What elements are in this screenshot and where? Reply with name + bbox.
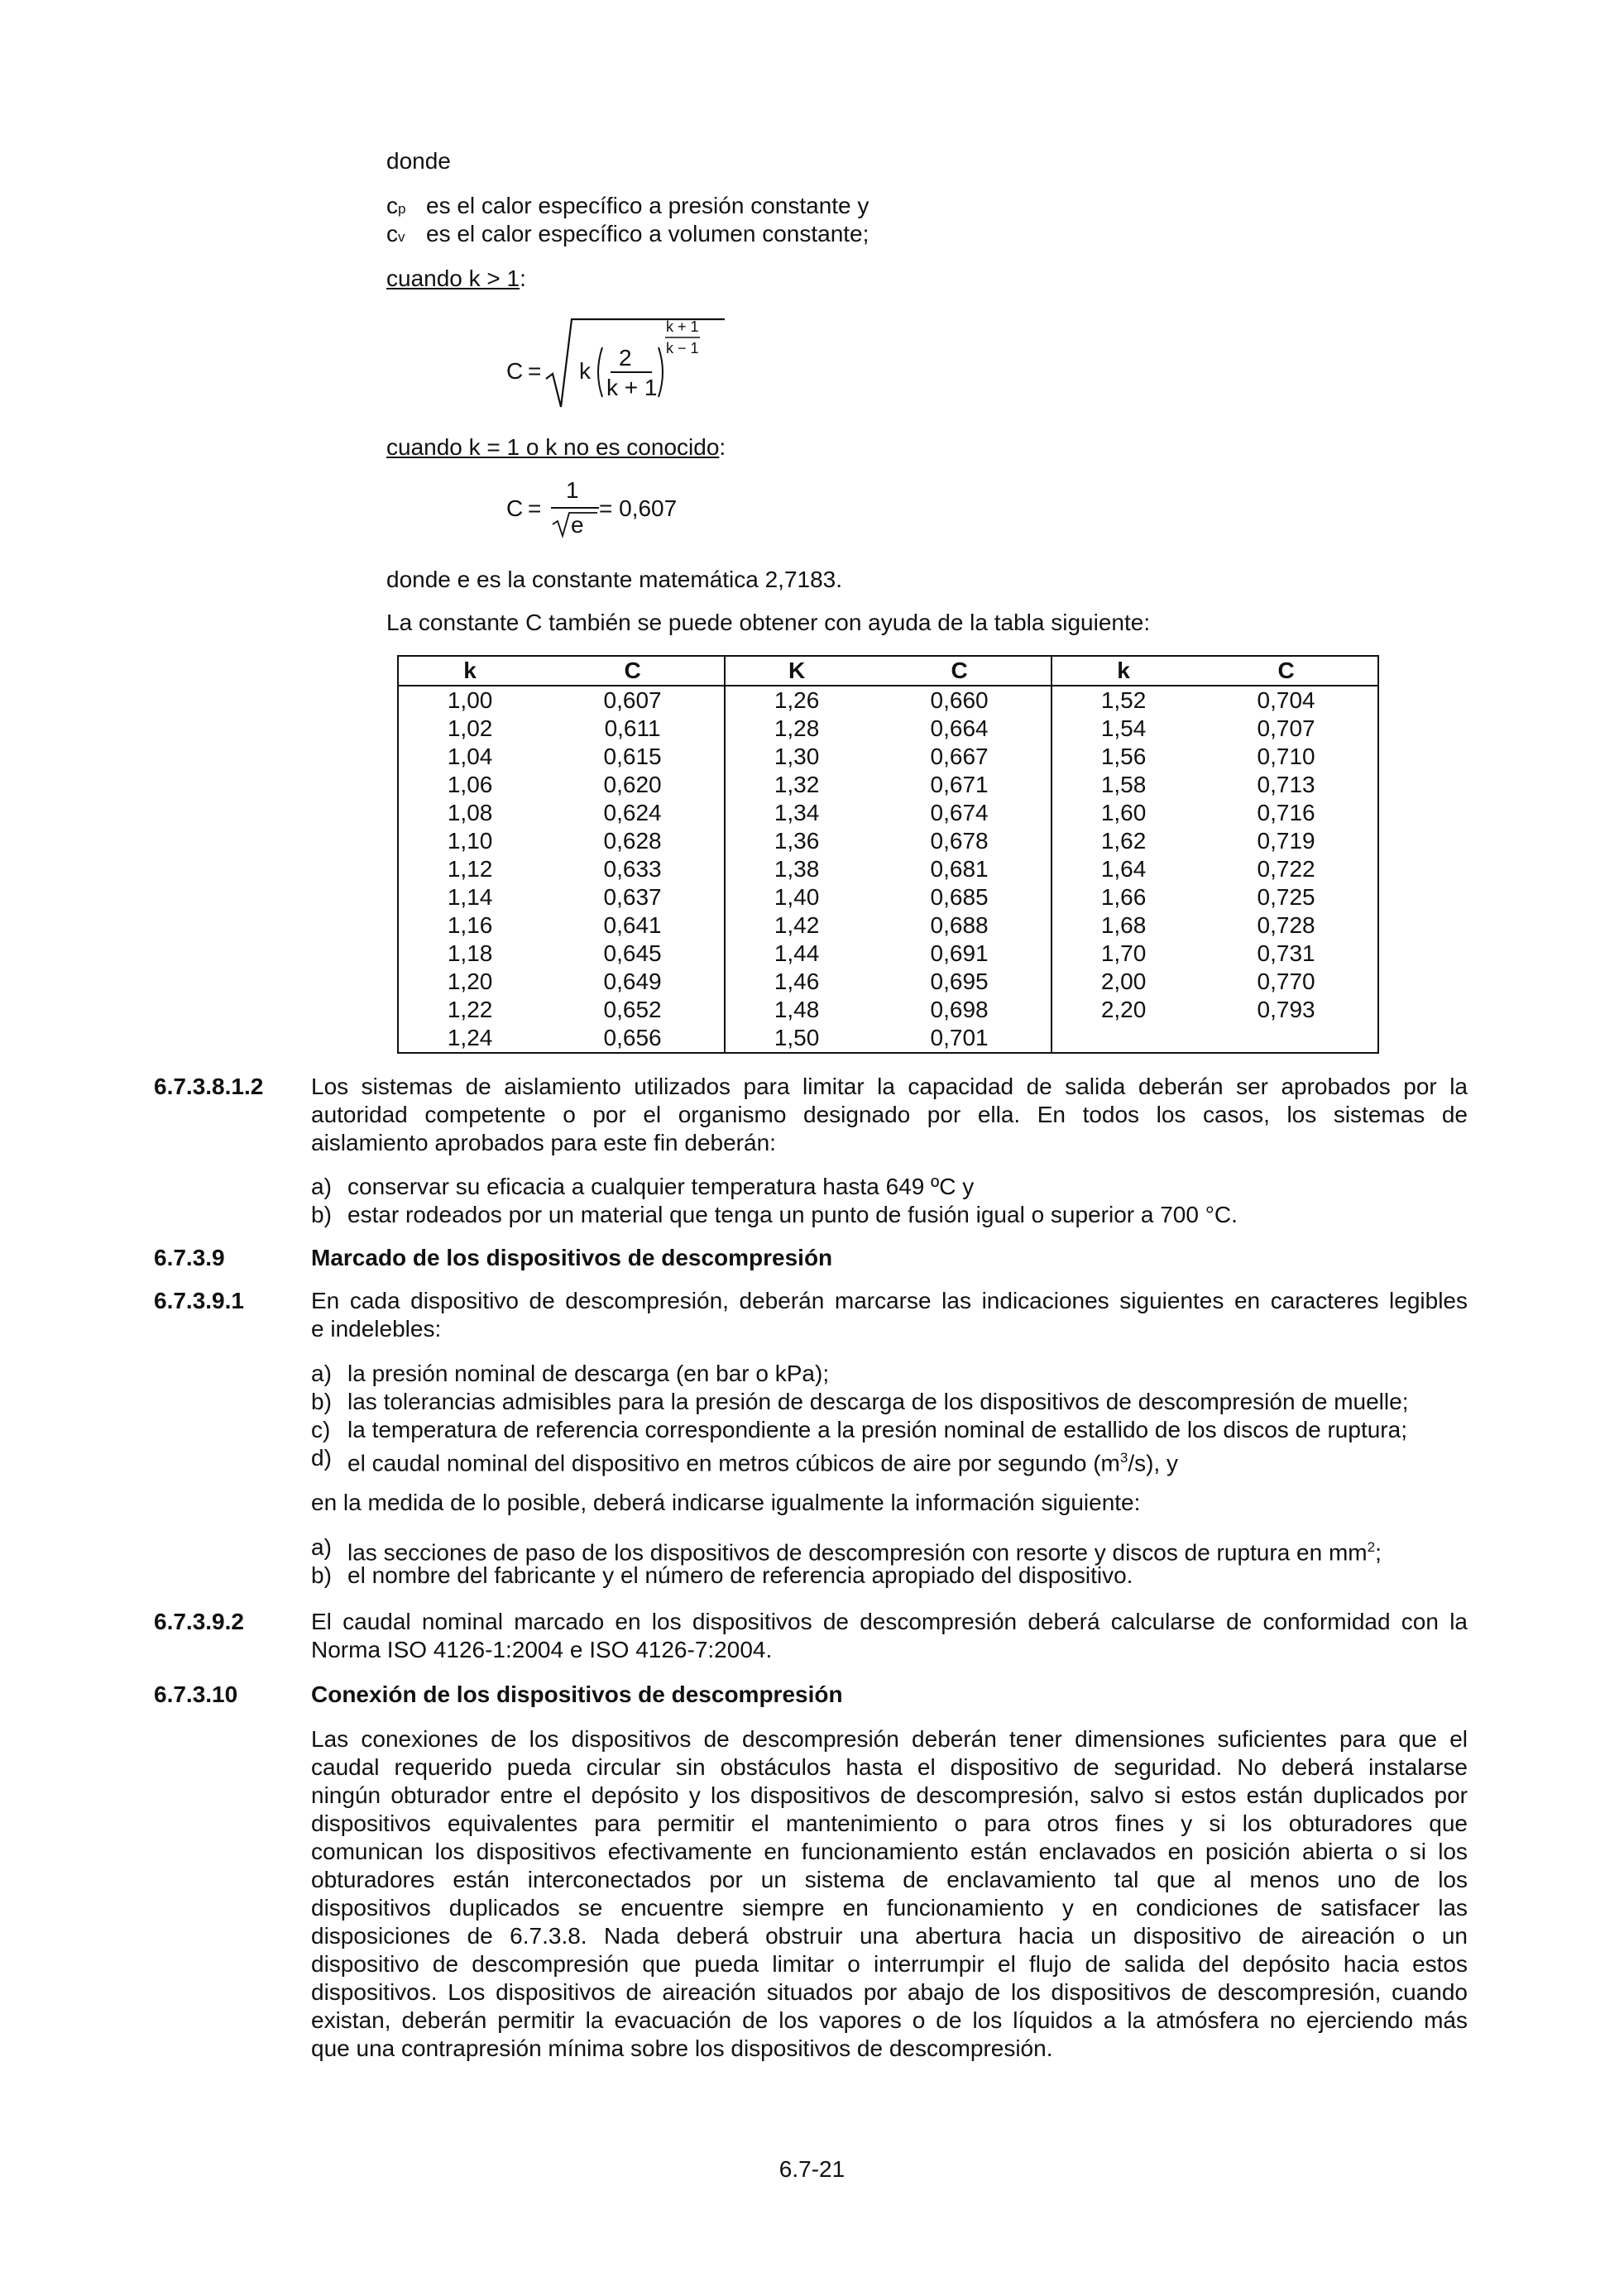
table-cell: 1,70 <box>1052 940 1195 968</box>
formula1-lhs: C <box>506 358 524 384</box>
cv-symbol: c <box>386 221 398 246</box>
para-line: ningún obturador entre el depósito y los dispositivos de descompresión, salvo si estos están duplicados por <box>311 1782 1468 1808</box>
table-cell: 1,38 <box>725 855 868 883</box>
table-cell: 1,32 <box>725 771 868 799</box>
table-cell: 1,08 <box>447 800 493 825</box>
cp-text: es el calor específico a presión constante y <box>426 193 869 218</box>
table-cell: 1,12 <box>447 856 493 882</box>
case1-label <box>386 265 526 293</box>
para-line: dispositivos duplicados se encuentre siempre en funcionamiento y en condiciones de satisfacer las <box>311 1895 1468 1921</box>
para-line: El caudal nominal marcado en los dispositivos de descompresión deberá calcularse de conformidad con la <box>311 1609 1468 1634</box>
table-cell: 0,611 <box>604 715 661 741</box>
col-header-k1: k <box>398 656 541 686</box>
list-item <box>311 1201 1468 1229</box>
item2-a-text-post: ; <box>1375 1539 1382 1566</box>
table-cell: 0,645 <box>603 940 662 966</box>
section-number-6739-2: 6.7.3.9.2 <box>154 1609 244 1634</box>
para-line: disposiciones de 6.7.3.8. Nada deberá obstruir una abertura hacia un dispositivo de aireación o un <box>311 1923 1468 1949</box>
formula2-eq: = <box>528 495 542 521</box>
col-header-c1: C <box>541 656 725 686</box>
list-item-label: b) <box>311 1202 332 1227</box>
section-number-6739-1: 6.7.3.9.1 <box>154 1288 244 1313</box>
donde-text: donde <box>386 148 451 174</box>
list-item <box>311 1533 1468 1566</box>
table-cell: 0,637 <box>603 884 662 910</box>
table-cell: 0,688 <box>930 912 989 938</box>
table-row <box>398 911 1378 940</box>
para-line: En cada dispositivo de descompresión, deberán marcarse las indicaciones siguientes en caracteres legibles <box>311 1288 1468 1313</box>
table-cell: 1,28 <box>725 715 868 743</box>
table-cell: 0,710 <box>1257 744 1315 769</box>
case1-underlined: cuando k > 1 <box>386 265 520 291</box>
e-note: donde e es la constante matemática 2,7183. <box>386 567 843 592</box>
formula1-num: 2 <box>619 345 632 371</box>
table-cell: 1,50 <box>725 1024 868 1053</box>
table-cell: 0,615 <box>603 744 662 769</box>
table-cell: 1,54 <box>1052 715 1195 743</box>
formula1-exp-den: k − 1 <box>666 340 699 356</box>
table-row <box>398 686 1378 715</box>
table-cell: 1,56 <box>1052 743 1195 771</box>
table-cell: 1,52 <box>1052 686 1195 715</box>
table-cell: 0,674 <box>930 800 989 825</box>
list-item-label: b) <box>311 1389 332 1414</box>
table-cell: 1,66 <box>1052 883 1195 911</box>
table-row <box>398 715 1378 743</box>
table-cell: 2,00 <box>1052 968 1195 996</box>
table-cell: 1,60 <box>1052 799 1195 827</box>
table-cell: 0,633 <box>603 856 662 882</box>
list-item-label: b) <box>311 1562 332 1588</box>
table-row <box>398 883 1378 911</box>
table-cell: 0,716 <box>1257 800 1315 825</box>
table-cell: 1,36 <box>725 827 868 855</box>
section-number-67310: 6.7.3.10 <box>154 1681 238 1707</box>
table-cell: 1,00 <box>447 687 493 713</box>
cp-definition <box>386 192 405 223</box>
table-cell: 0,641 <box>603 912 662 938</box>
c-values-table <box>397 655 1379 1054</box>
col-header-k3: k <box>1052 656 1195 686</box>
table-cell: 1,58 <box>1052 771 1195 799</box>
item-d-text-post: /s), y <box>1128 1450 1178 1476</box>
list-item-label: a) <box>311 1361 332 1386</box>
table-cell: 0,728 <box>1257 912 1315 938</box>
table-cell: 1,20 <box>447 969 493 994</box>
list-item <box>311 1173 1468 1201</box>
table-row <box>398 827 1378 855</box>
formula2-lhs: C <box>506 495 524 521</box>
formula1-den: k + 1 <box>606 375 658 400</box>
section-67310-body <box>311 1725 1468 2063</box>
list-item-label: c) <box>311 1417 331 1442</box>
para-line: dispositivo de descompresión que pueda limitar o interrumpir el flujo de salida del depósito hacia estos <box>311 1951 1468 1977</box>
list-6739-1-b <box>311 1533 1468 1591</box>
table-cell: 1,34 <box>725 799 868 827</box>
table-cell: 0,607 <box>603 687 662 713</box>
table-cell: 1,24 <box>447 1025 493 1050</box>
table-cell: 0,656 <box>603 1025 662 1050</box>
table-cell: 0,713 <box>1257 772 1315 797</box>
case2-underlined: cuando k = 1 o k no es conocido <box>386 434 720 460</box>
table-cell: 0,620 <box>603 772 662 797</box>
list-item <box>311 1360 1468 1388</box>
table-row <box>398 771 1378 799</box>
section-title-67310: Conexión de los dispositivos de descompresión <box>311 1681 843 1707</box>
table-cell: 0,685 <box>930 884 989 910</box>
table-cell: 0,695 <box>930 969 989 994</box>
table-cell: 0,652 <box>603 997 662 1022</box>
list-item-label: a) <box>311 1174 332 1199</box>
table-cell: 1,14 <box>447 884 493 910</box>
para-line: existan, deberán permitir la evacuación de los vapores o de los líquidos a la atmósfera no ejerciendo más <box>311 2007 1468 2033</box>
table-cell: 0,624 <box>603 800 662 825</box>
table-cell: 0,701 <box>930 1025 989 1050</box>
table-cell: 0,793 <box>1257 997 1315 1022</box>
formula2-num: 1 <box>566 477 579 503</box>
table-cell: 1,40 <box>725 883 868 911</box>
list-item-label: a) <box>311 1534 332 1560</box>
table-cell: 1,04 <box>447 744 493 769</box>
table-cell: 1,30 <box>725 743 868 771</box>
table-cell: 0,671 <box>930 772 989 797</box>
also-indicate-text: en la medida de lo posible, deberá indicarse igualmente la información siguiente: <box>311 1490 1141 1515</box>
table-body <box>398 686 1378 1053</box>
table-cell: 0,731 <box>1257 940 1315 966</box>
formula-c-default <box>496 475 711 541</box>
table-cell: 1,68 <box>1052 911 1195 940</box>
item2-a-text-pre: las secciones de paso de los dispositivos de descompresión con resorte y discos de ruptura en mm <box>347 1539 1368 1566</box>
table-row <box>398 940 1378 968</box>
table-cell: 1,46 <box>725 968 868 996</box>
col-header-c3: C <box>1195 656 1378 686</box>
table-header-row <box>398 656 1378 686</box>
formula2-result: = 0,607 <box>599 495 678 521</box>
table-cell: 2,20 <box>1052 996 1195 1024</box>
para-line: aislamiento aprobados para este fin deberán: <box>311 1130 776 1155</box>
page-number: 6.7-21 <box>778 2156 846 2182</box>
table-cell: 1,64 <box>1052 855 1195 883</box>
table-cell: 1,48 <box>725 996 868 1024</box>
section-number-6738-1-2: 6.7.3.8.1.2 <box>154 1074 264 1099</box>
cp-symbol: c <box>386 193 398 218</box>
para-line: dispositivos. Los dispositivos de aireación situados por abajo de los dispositivos de descompresión, cuando <box>311 1979 1468 2005</box>
table-cell: 1,06 <box>447 772 493 797</box>
table-cell <box>1195 1024 1378 1053</box>
para-line: comunican los dispositivos efectivamente en funcionamiento están enclavados en posición abierta o si los <box>311 1839 1468 1864</box>
col-header-k2: K <box>725 656 868 686</box>
table-row <box>398 996 1378 1024</box>
list-item-label: d) <box>311 1445 332 1471</box>
table-cell: 0,719 <box>1257 828 1315 854</box>
case1-colon: : <box>520 265 526 291</box>
list-item-text: estar rodeados por un material que tenga un punto de fusión igual o superior a 700 °C. <box>347 1202 1238 1227</box>
formula2-den: e <box>571 512 584 538</box>
list-item-text <box>347 1444 1178 1477</box>
table-cell: 1,18 <box>447 940 493 966</box>
section-6738-1-2-body <box>311 1073 1468 1157</box>
table-cell: 0,770 <box>1257 969 1315 994</box>
case2-label <box>386 433 726 462</box>
table-cell: 0,678 <box>930 828 989 854</box>
list-item-text: las tolerancias admisibles para la presión de descarga de los dispositivos de descompresión de muelle; <box>347 1389 1409 1414</box>
table-cell: 0,667 <box>930 744 989 769</box>
table-cell: 0,681 <box>930 856 989 882</box>
para-line: e indelebles: <box>311 1316 442 1342</box>
formula1-eq: = <box>528 358 542 384</box>
para-line: Norma ISO 4126-1:2004 e ISO 4126-7:2004. <box>311 1637 773 1662</box>
section-6739-1-body <box>311 1287 1468 1343</box>
cv-definition <box>386 220 405 251</box>
item2-a-superscript: 2 <box>1367 1539 1376 1555</box>
table-cell: 0,725 <box>1257 884 1315 910</box>
table-row <box>398 855 1378 883</box>
cv-subscript: v <box>398 229 405 245</box>
list-item <box>311 1416 1468 1444</box>
table-cell: 1,02 <box>447 715 493 741</box>
table-row <box>398 1024 1378 1053</box>
para-line: obturadores están interconectados por un sistema de enclavamiento tal que al menos uno de los <box>311 1867 1468 1892</box>
table-cell: 1,16 <box>447 912 493 938</box>
list-item-text: conservar su eficacia a cualquier temperatura hasta 649 ºC y <box>347 1174 975 1199</box>
list-item <box>311 1444 1468 1476</box>
col-header-c2: C <box>868 656 1052 686</box>
item-d-text-pre: el caudal nominal del dispositivo en metros cúbicos de aire por segundo (m <box>347 1450 1120 1476</box>
table-cell: 0,691 <box>930 940 989 966</box>
formula-c-general <box>496 314 720 414</box>
table-cell: 0,660 <box>930 687 989 713</box>
table-cell: 0,628 <box>603 828 662 854</box>
list-item-text: el nombre del fabricante y el número de referencia apropiado del dispositivo. <box>347 1562 1133 1588</box>
para-line: autoridad competente o por el organismo designado por ella. En todos los casos, los sistemas de <box>311 1102 1468 1127</box>
para-line: Las conexiones de los dispositivos de descompresión deberán tener dimensiones suficientes para que el <box>311 1726 1468 1752</box>
table-cell: 1,44 <box>725 940 868 968</box>
table-cell: 1,22 <box>447 997 493 1022</box>
table-cell: 0,707 <box>1257 715 1315 741</box>
list-item <box>311 1388 1468 1416</box>
table-intro: La constante C también se puede obtener con ayuda de la tabla siguiente: <box>386 610 1151 635</box>
list-item-text: la presión nominal de descarga (en bar o kPa); <box>347 1361 830 1386</box>
table-cell: 0,722 <box>1257 856 1315 882</box>
table-row <box>398 799 1378 827</box>
list-item-text: la temperatura de referencia correspondiente a la presión nominal de estallido de los discos de ruptura; <box>347 1417 1407 1442</box>
table-cell <box>1052 1024 1195 1053</box>
cp-subscript: p <box>398 201 406 217</box>
formula1-k: k <box>579 358 591 384</box>
para-line: caudal requerido pueda circular sin obstáculos hasta el dispositivo de seguridad. No deberá instalarse <box>311 1754 1468 1780</box>
table-cell: 1,26 <box>725 686 868 715</box>
section-title-6739: Marcado de los dispositivos de descompresión <box>311 1245 833 1270</box>
section-number-6739: 6.7.3.9 <box>154 1245 225 1270</box>
table-cell: 1,62 <box>1052 827 1195 855</box>
cv-text: es el calor específico a volumen constante; <box>426 221 869 246</box>
table-cell: 0,664 <box>930 715 989 741</box>
list-item <box>311 1562 1468 1590</box>
case2-colon: : <box>719 434 726 460</box>
table-cell: 1,42 <box>725 911 868 940</box>
item-d-superscript: 3 <box>1119 1450 1128 1466</box>
list-6739-1 <box>311 1360 1468 1476</box>
table-row <box>398 743 1378 771</box>
table-cell: 1,10 <box>447 828 493 854</box>
para-line: Los sistemas de aislamiento utilizados para limitar la capacidad de salida deberán ser aprobados por la <box>311 1074 1468 1099</box>
section-6739-2-body <box>311 1608 1468 1664</box>
table-cell: 0,704 <box>1257 687 1315 713</box>
table-cell: 0,649 <box>603 969 662 994</box>
table-cell: 0,698 <box>930 997 989 1022</box>
para-line: que una contrapresión mínima sobre los dispositivos de descompresión. <box>311 2035 1053 2061</box>
table-row <box>398 968 1378 996</box>
para-line: dispositivos equivalentes para permitir el mantenimiento o para otros fines y si los obturadores que <box>311 1810 1468 1836</box>
list-6738-1-2 <box>311 1173 1468 1231</box>
formula1-exp-num: k + 1 <box>666 318 699 335</box>
